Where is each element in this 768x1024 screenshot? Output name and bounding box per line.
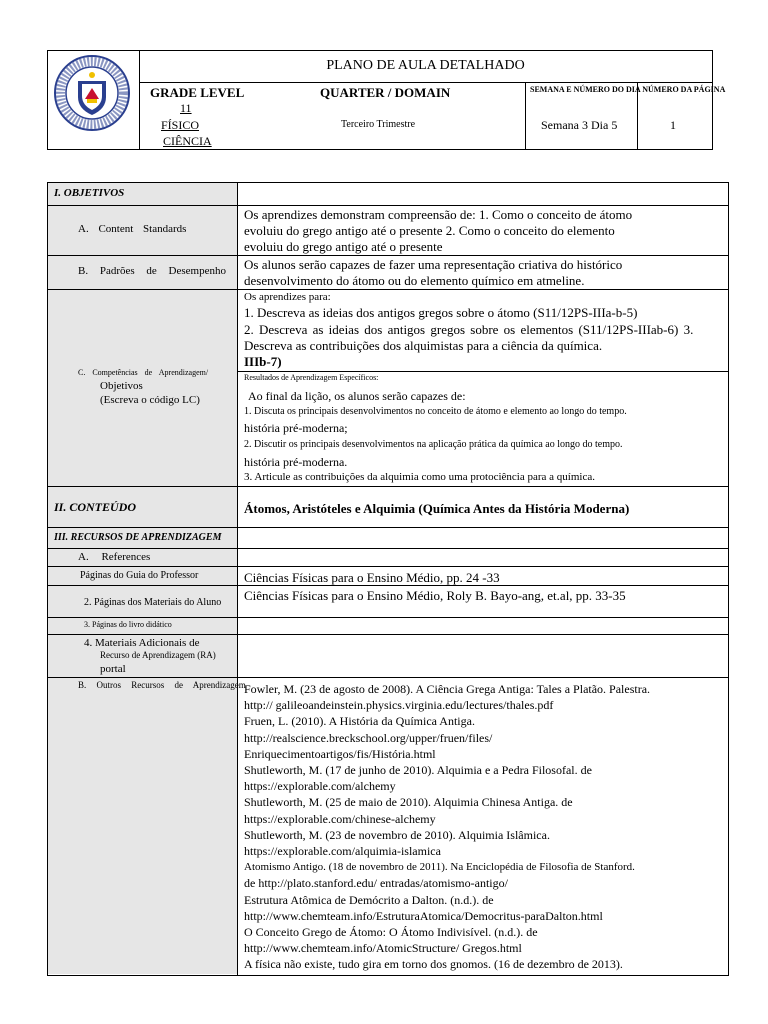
padroes-line: Os alunos serão capazes de fazer uma representação criativa do histórico: [244, 257, 623, 272]
content-standards-text: [244, 207, 724, 255]
reference-line: http://realscience.breckschool.org/upper/fruen/files/: [244, 730, 493, 745]
reference-line: http://www.chemteam.info/EstruturaAtomica/Democritus-paraDalton.html: [244, 908, 603, 923]
outros-bg: [48, 678, 237, 974]
reference-line: Shutleworth, M. (17 de junho de 2010). Alquimia e a Pedra Filosofal. de: [244, 763, 592, 778]
reference-line: Atomismo Antigo. (18 de novembro de 2011). Na Enciclopédia de Filosofia de Stanford.: [244, 861, 635, 874]
guia-text: Ciências Físicas para o Ensino Médio, pp. 24 -33: [244, 570, 500, 585]
resultados-title: Resultados de Aprendizagem Específicos:: [244, 373, 379, 382]
resultados-item: história pré-moderna.: [244, 455, 348, 469]
competencias-item: IIIb-7): [244, 354, 282, 369]
resultados-item: história pré-moderna;: [244, 421, 348, 435]
conteudo-text: Átomos, Aristóteles e Alquimia (Química Antes da História Moderna): [244, 501, 630, 516]
grade-level-label: GRADE LEVEL: [150, 85, 245, 100]
competencias-item: 2. Descreva as ideias dos antigos gregos sobre os elementos (S11/12PS-IIIab-6) 3.: [244, 322, 694, 337]
competencias-label-2: Objetivos: [100, 380, 143, 392]
padroes-text: [244, 257, 724, 289]
adicionais-label-3: portal: [100, 663, 126, 675]
quarter-value: Terceiro Trimestre: [341, 119, 416, 130]
resultados-item: 1. Discuta os principais desenvolvimentos no conceito de átomo e elemento ao longo do tempo.: [244, 406, 627, 417]
outros-refs: [244, 681, 726, 973]
reference-line: Estrutura Atômica de Demócrito a Dalton. (n.d.). de: [244, 892, 494, 907]
reference-line: Shutleworth, M. (23 de novembro de 2010). Alquimia Islâmica.: [244, 827, 550, 842]
row-line: [47, 677, 728, 678]
row-line: [47, 634, 728, 635]
resultados-intro: Ao final da lição, os alunos serão capazes de:: [248, 389, 466, 403]
reference-line: https://explorable.com/chinese-alchemy: [244, 811, 436, 826]
materiais-label: 2. Páginas dos Materiais do Aluno: [84, 597, 222, 608]
header-col-divider-1: [525, 82, 526, 149]
padroes-label: B. Padrões de Desempenho: [78, 265, 226, 277]
reference-line: de http://plato.stanford.edu/ entradas/atomismo-antigo/: [244, 876, 508, 891]
competencias-label: C. Competências de Aprendizagem/: [78, 368, 209, 377]
row-line: [47, 527, 728, 528]
row-line: [47, 486, 728, 487]
deped-seal-logo: [54, 55, 130, 131]
reference-line: Fruen, L. (2010). A História da Química Antiga.: [244, 714, 475, 729]
reference-line: O Conceito Grego de Átomo: O Átomo Indivisível. (n.d.). de: [244, 925, 538, 940]
row-line: [47, 617, 728, 618]
reference-line: http:// galileoandeinstein.physics.virginia.edu/lectures/thales.pdf: [244, 698, 554, 713]
content-standards-line: evoluiu do grego antigo até o presente: [244, 239, 443, 254]
row-line: [47, 255, 728, 256]
reference-line: Fowler, M. (23 de agosto de 2008). A Ciência Grega Antiga: Tales a Platão. Palestra.: [244, 682, 651, 696]
competencias-item: Descreva as contribuições dos alquimistas para a ciência da química.: [244, 338, 603, 353]
recursos-heading: III. RECURSOS DE APRENDIZAGEM: [54, 532, 222, 543]
week-label: SEMANA E NÚMERO DO DIA NÚMERO DA PÁGINA: [530, 85, 726, 94]
lesson-plan-title: PLANO DE AULA DETALHADO: [326, 58, 525, 73]
objetivos-heading: I. OBJETIVOS: [54, 187, 125, 199]
reference-line: https://explorable.com/alquimia-islamica: [244, 844, 441, 859]
outros-label: B. Outros Recursos de Aprendizagem: [78, 680, 246, 690]
row-line: [47, 566, 728, 567]
reference-line: Enriquecimentoartigos/fis/História.html: [244, 746, 436, 761]
reference-line: Shutleworth, M. (25 de maio de 2010). Alquimia Chinesa Antiga. de: [244, 795, 573, 810]
row-line: [47, 548, 728, 549]
quarter-label: QUARTER / DOMAIN: [320, 85, 451, 100]
padroes-line: desenvolvimento do átomo ou do elemento químico em atmeline.: [244, 273, 585, 288]
page-number: 1: [670, 118, 676, 132]
content-standards-line: evoluiu do grego antigo até o presente 2. Como o conceito do elemento: [244, 223, 615, 238]
row-line: [47, 289, 728, 290]
adicionais-label-2: Recurso de Aprendizagem (RA): [100, 650, 216, 660]
reference-line: https://explorable.com/alchemy: [244, 779, 396, 794]
reference-line: http://www.chemteam.info/AtomicStructure/ Gregos.html: [244, 941, 522, 956]
adicionais-label-1: 4. Materiais Adicionais de: [84, 637, 200, 649]
row-line: [47, 205, 728, 206]
subject-line-1: FÍSICO: [161, 118, 200, 132]
week-value: Semana 3 Dia 5: [541, 118, 618, 132]
competencias-item: 1. Descreva as ideias dos antigos gregos sobre o átomo (S11/12PS-IIIa-b-5): [244, 305, 638, 320]
competencias-intro: Os aprendizes para:: [244, 291, 331, 303]
resultados-item: 2. Discutir os principais desenvolvimentos na aplicação prática da química ao longo do tempo.: [244, 439, 623, 450]
reference-line: A física não existe, tudo gira em torno dos gnomos. (16 de dezembro de 2013).: [244, 957, 623, 972]
grade-number: 11: [180, 101, 192, 115]
guia-label: Páginas do Guia do Professor: [80, 570, 199, 581]
content-standards-line: Os aprendizes demonstram compreensão de: 1. Como o conceito de átomo: [244, 207, 633, 222]
subject-line-2: CIÊNCIA: [163, 134, 212, 148]
conteudo-heading: II. CONTEÚDO: [54, 500, 137, 514]
materiais-text: Ciências Físicas para o Ensino Médio, Roly B. Bayo-ang, et.al, pp. 33-35: [244, 588, 626, 603]
row-line: [237, 371, 728, 372]
livro-label: 3. Páginas do livro didático: [84, 620, 172, 629]
content-standards-label: A. Content Standards: [78, 223, 187, 235]
header-title-row-line: [139, 82, 712, 83]
competencias-label-3: (Escreva o código LC): [100, 394, 200, 406]
label-column-divider: [237, 182, 238, 975]
references-label: A. References: [78, 551, 151, 563]
resultados-item: 3. Articule as contribuições da alquimia como uma protociência para a química.: [244, 471, 595, 483]
